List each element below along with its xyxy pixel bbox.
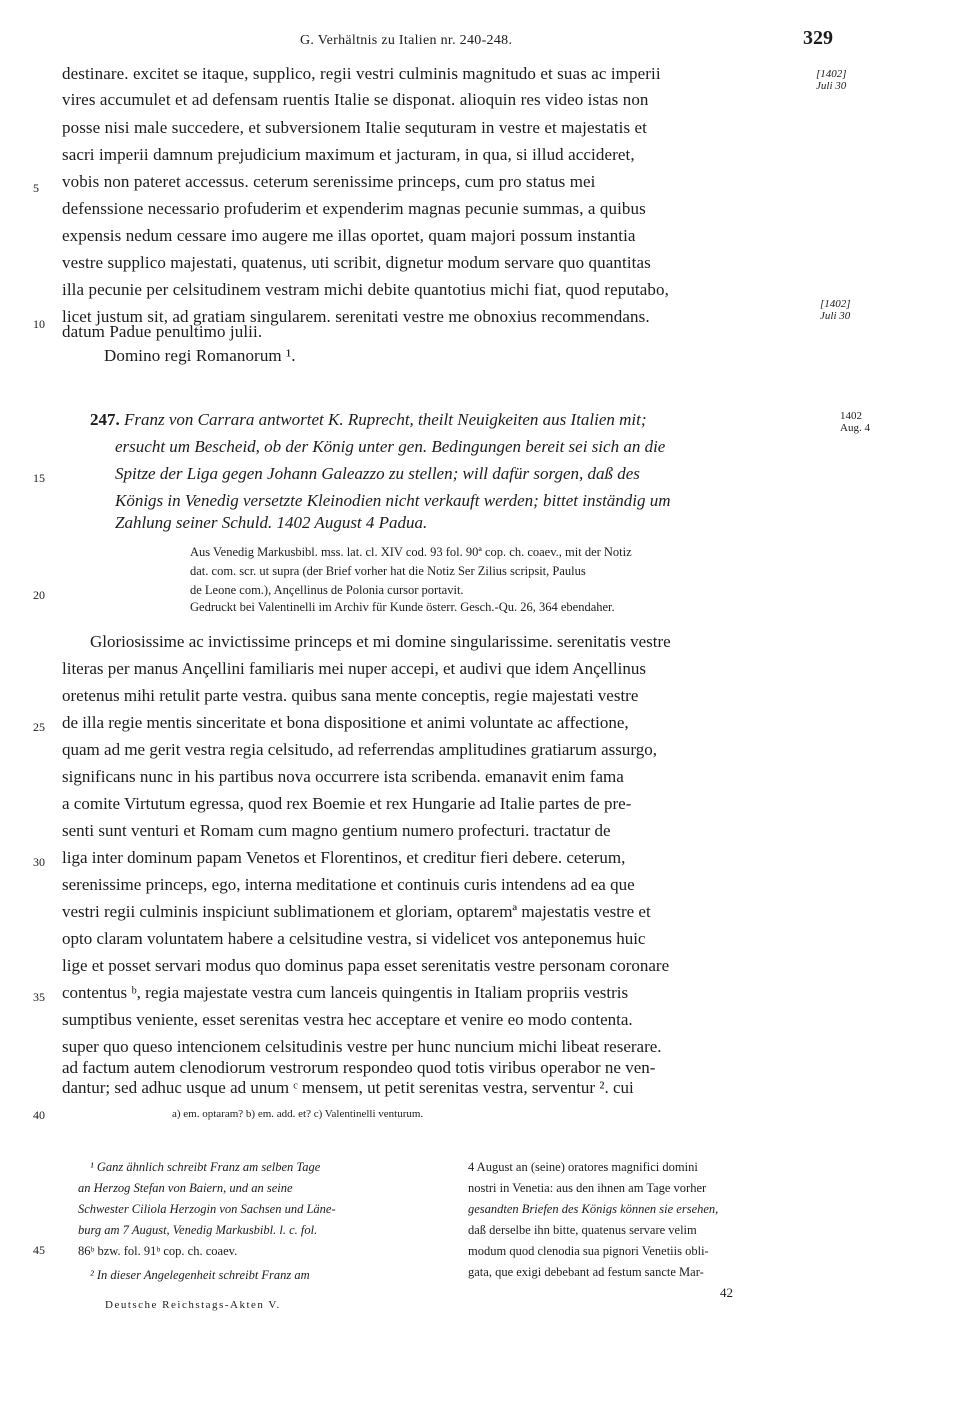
footnote-line: burg am 7 August, Venedig Markusbibl. l. c. fol. <box>78 1223 318 1237</box>
page-number: 329 <box>803 27 833 49</box>
signature-mark: 42 <box>720 1285 733 1300</box>
heading-line: Zahlung seiner Schuld. 1402 August 4 Padua. <box>115 513 428 532</box>
line-number: 30 <box>33 855 45 869</box>
body-line: oretenus mihi retulit parte vestra. quibus sana mente conceptis, regie majestati vestre <box>62 686 639 705</box>
footnote-line: ² In dieser Angelegenheit schreibt Franz am <box>90 1268 310 1282</box>
line-number: 20 <box>33 588 45 602</box>
body-line: ad factum autem clenodiorum vestrorum respondeo quod totis viribus operabor ne ven- <box>62 1058 656 1077</box>
source-line: Gedruckt bei Valentinelli im Archiv für Kunde österr. Gesch.-Qu. 26, 364 ebendaher. <box>190 600 615 614</box>
text-line: posse nisi male succedere, et subversionem Italie sequturam in vestre et majestatis et <box>62 118 647 137</box>
running-header: G. Verhältnis zu Italien nr. 240-248. <box>300 33 513 48</box>
body-line: dantur; sed adhuc usque ad unum ᶜ mensem, ut petit serenitas vestra, serventur ². cui <box>62 1078 634 1097</box>
source-line: de Leone com.), Ançellinus de Polonia cursor portavit. <box>190 583 464 597</box>
text-line: vobis non pateret accessus. ceterum serenissime princeps, cum pro status mei <box>62 172 596 191</box>
line-number: 5 <box>33 181 39 195</box>
body-line: lige et posset servari modus quo dominus papa esset serenitatis vestre personam coronare <box>62 956 670 975</box>
body-line: literas per manus Ançellini familiaris mei nuper accepi, et audivi que idem Ançellinus <box>62 659 646 678</box>
collection-footer: Deutsche Reichstags-Akten V. <box>105 1299 281 1311</box>
footnote-line: modum quod clenodia sua pignori Venetiis obli- <box>468 1244 709 1258</box>
variant-apparatus: a) em. optaram? b) em. add. et? c) Valentinelli venturum. <box>172 1108 424 1120</box>
heading-line: 247. Franz von Carrara antwortet K. Ruprecht, theilt Neuigkeiten aus Italien mit; <box>90 410 647 429</box>
body-line: significans nunc in his partibus nova occurrere ista scribenda. emanavit enim fama <box>62 767 624 786</box>
line-number: 45 <box>33 1243 45 1257</box>
text-line: expensis nedum cessare imo augere me illas oportet, quam majori possum instantia <box>62 226 636 245</box>
footnote-line: gata, que exigi debebant ad festum sancte Mar- <box>468 1265 704 1279</box>
body-line: liga inter dominum papam Venetos et Florentinos, et creditur fieri debere. ceterum, <box>62 848 626 867</box>
footnote-line: 4 August an (seine) oratores magnifici domini <box>468 1160 698 1174</box>
line-number: 35 <box>33 990 45 1004</box>
text-line: illa pecunie per celsitudinem vestram michi debite quantotius michi fiat, quod reputabo, <box>62 280 669 299</box>
source-line: Aus Venedig Markusbibl. mss. lat. cl. XIV cod. 93 fol. 90ª cop. ch. coaev., mit der Notiz <box>190 545 632 559</box>
text-line: destinare. excitet se itaque, supplico, regii vestri culminis magnitudo et suas ac imperii <box>62 64 661 83</box>
body-line: super quo queso intencionem celsitudinis vestre per hunc nuncium michi libeat reserare. <box>62 1037 662 1056</box>
line-number: 25 <box>33 720 45 734</box>
heading-line: ersucht um Bescheid, ob der König unter gen. Bedingungen bereit sei sich an die <box>115 437 666 456</box>
footnote-line: Schwester Ciliola Herzogin von Sachsen und Läne- <box>78 1202 336 1216</box>
text-line: sacri imperii damnum prejudicium maximum et jacturam, in qua, si illud accideret, <box>62 145 635 164</box>
addressee-line: Domino regi Romanorum ¹. <box>104 346 296 365</box>
body-line: vestri regii culminis inspiciunt sublimationem et gloriam, optaremª majestatis vestre et <box>62 902 651 921</box>
footnote-line: an Herzog Stefan von Baiern, und an seine <box>78 1181 293 1195</box>
heading-line: Königs in Venedig versetzte Kleinodien nicht verkauft werden; bittet inständig um <box>115 491 671 510</box>
line-number: 40 <box>33 1108 45 1122</box>
line-number: 10 <box>33 317 45 331</box>
margin-date: [1402] Juli 30 <box>816 68 847 92</box>
text-line: defenssione necessario profuderim et expenderim magnas pecunie summas, a quibus <box>62 199 646 218</box>
text-line: vestre supplico majestati, quatenus, uti scribit, dignetur modum servare quo quantitas <box>62 253 651 272</box>
footnote-line: ¹ Ganz ähnlich schreibt Franz am selben Tage <box>90 1160 321 1174</box>
source-line: dat. com. scr. ut supra (der Brief vorher hat die Notiz Ser Zilius scripsit, Paulus <box>190 564 586 578</box>
text-line: datum Padue penultimo julii. <box>62 322 263 341</box>
document-number: 247. <box>90 410 120 429</box>
body-line: opto claram voluntatem habere a celsitudine vestra, si videlicet vos anteponemus huic <box>62 929 646 948</box>
body-line: quam ad me gerit vestra regia celsitudo, ad referrendas amplitudines gratiarum assurgo, <box>62 740 657 759</box>
body-line: de illa regie mentis sinceritate et bona dispositione et animi voluntate ac affectione, <box>62 713 629 732</box>
margin-date: 1402 Aug. 4 <box>840 410 870 434</box>
footnote-line: gesandten Briefen des Königs können sie ersehen, <box>468 1202 719 1216</box>
footnote-line: 86ᵇ bzw. fol. 91ᵇ cop. ch. coaev. <box>78 1244 238 1258</box>
body-line: Gloriosissime ac invictissime princeps et mi domine singularissime. serenitatis vestre <box>90 632 671 651</box>
footnote-line: nostri in Venetia: aus den ihnen am Tage vorher <box>468 1181 707 1195</box>
body-line: a comite Virtutum egressa, quod rex Boemie et rex Hungarie ad Italie partes de pre- <box>62 794 632 813</box>
text-line: vires accumulet et ad defensam ruentis Italie se disponat. alioquin res video istas non <box>62 90 649 109</box>
text-line: licet justum sit, ad gratiam singularem. serenitati vestre me obnoxius recommendans. <box>62 307 650 326</box>
footnote-line: daß derselbe ihn bitte, quatenus servare velim <box>468 1223 697 1237</box>
body-line: senti sunt venturi et Romam cum magno gentium numero profecturi. tractatur de <box>62 821 611 840</box>
body-line: contentus ᵇ, regia majestate vestra cum lanceis quingentis in Italiam propriis vestris <box>62 983 629 1002</box>
line-number: 15 <box>33 471 45 485</box>
margin-date: [1402] Juli 30 <box>820 298 851 322</box>
body-line: sumptibus veniente, esset serenitas vestra hec acceptare et venire eo modo contenta. <box>62 1010 633 1029</box>
heading-line: Spitze der Liga gegen Johann Galeazzo zu stellen; will dafür sorgen, daß des <box>115 464 640 483</box>
body-line: serenissime princeps, ego, interna meditatione et continuis curis intendens ad ea que <box>62 875 635 894</box>
